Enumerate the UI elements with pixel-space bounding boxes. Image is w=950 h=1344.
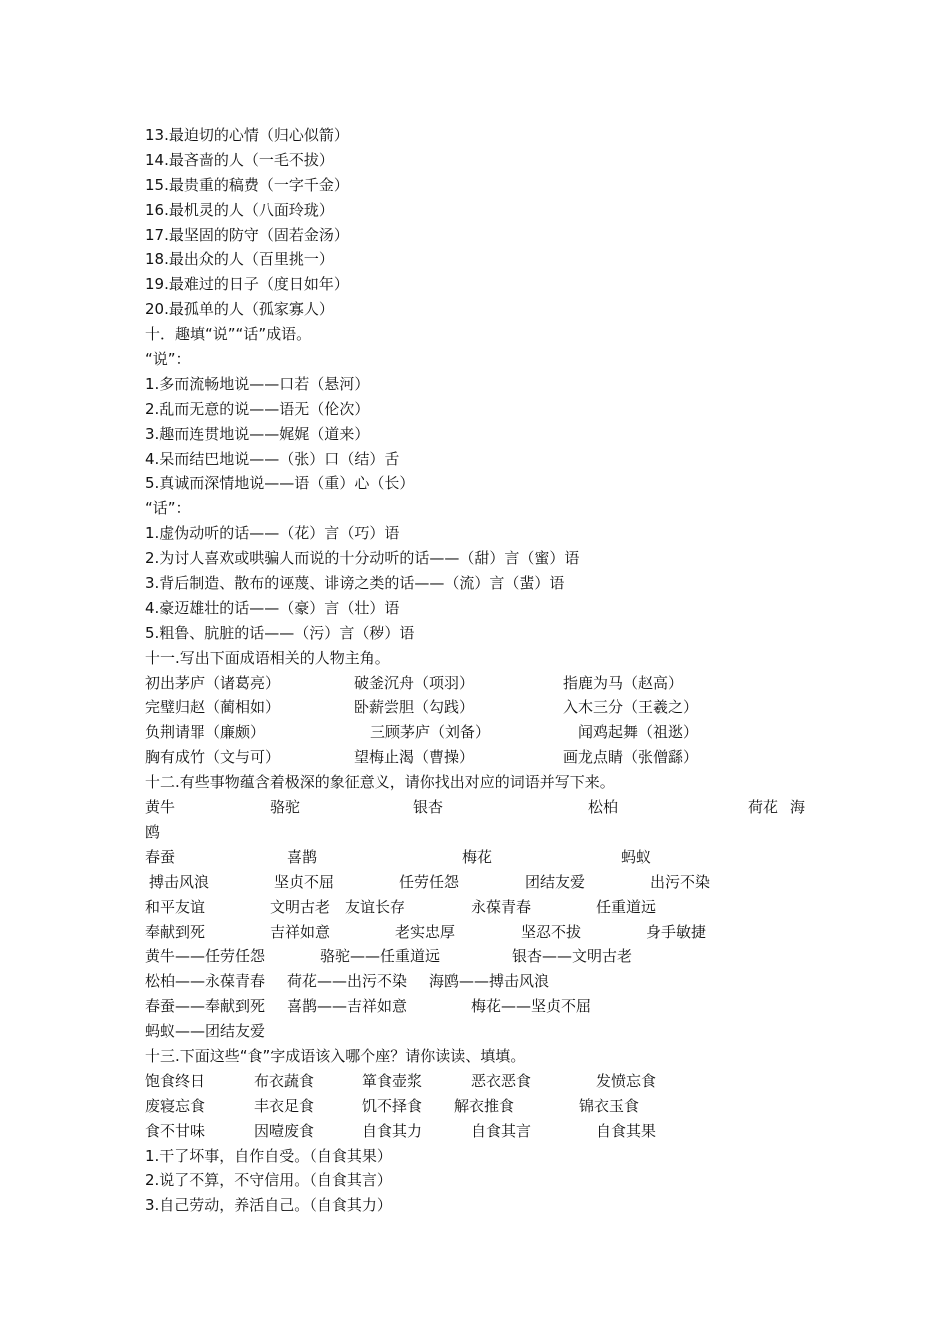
virtue-word: 奉献到死 <box>145 922 206 941</box>
section-heading: 十三.下面这些“食”字成语该入哪个座？请你读读、填填。 <box>145 1046 526 1065</box>
food-idioms-row <box>145 1069 815 1094</box>
section-heading: 十二.有些事物蕴含着极深的象征意义，请你找出对应的词语并写下来。 <box>145 773 615 792</box>
subheading-shuo: “说”： <box>145 350 191 369</box>
text-line: 16.最机灵的人（八面玲珑） <box>145 200 334 219</box>
food-idioms-row <box>145 1119 815 1144</box>
virtue-word: 永葆青春 <box>471 897 532 916</box>
idiom-hero: 画龙点睛（张僧繇） <box>563 748 699 767</box>
text-line: 20.最孤单的人（孤家寡人） <box>145 300 334 319</box>
text-line: 2.为讨人喜欢或哄骗人而说的十分动听的话——（甜）言（蜜）语 <box>145 549 580 568</box>
idiom-hero: 三顾茅庐（刘备） <box>370 723 491 742</box>
answer-pair: 梅花——坚贞不屈 <box>471 997 592 1016</box>
virtues-row <box>145 920 815 945</box>
text-line: 2.乱而无意的说——语无（伦次） <box>145 399 370 418</box>
symbol-word: 荷花 <box>748 798 779 817</box>
text-line: 17.最坚固的防守（固若金汤） <box>145 225 349 244</box>
answer-pair: 荷花——出污不染 <box>287 972 408 991</box>
answer-pair: 松柏——永葆青春 <box>145 972 266 991</box>
symbol-word: 海 <box>790 798 806 817</box>
food-idiom: 发愤忘食 <box>596 1071 657 1090</box>
virtues-row <box>145 895 815 920</box>
section-heading: 十．趣填“说”“话”成语。 <box>145 325 312 344</box>
food-idiom: 锦衣玉食 <box>579 1096 640 1115</box>
food-idiom: 饥不择食 <box>362 1096 423 1115</box>
virtue-word: 团结友爱 <box>525 872 586 891</box>
answer-pair: 喜鹊——吉祥如意 <box>287 997 408 1016</box>
answer-pair: 银杏——文明古老 <box>512 947 633 966</box>
text-line: 14.最吝啬的人（一毛不拔） <box>145 150 334 169</box>
symbol-word: 喜鹊 <box>287 847 318 866</box>
symbols-row <box>145 795 815 820</box>
virtue-word: 文明古老 <box>270 897 331 916</box>
text-line: 13.最迫切的心情（归心似箭） <box>145 126 349 144</box>
symbol-word: 蚂蚁 <box>621 847 652 866</box>
text-line: 19.最难过的日子（度日如年） <box>145 275 349 294</box>
answer-pair: 骆驼——任重道远 <box>320 947 441 966</box>
text-line: 1.干了坏事，自作自受。（自食其果） <box>145 1146 392 1165</box>
food-idiom: 自食其言 <box>471 1121 532 1140</box>
symbol-word: 银杏 <box>413 798 444 817</box>
food-idiom: 饱食终日 <box>145 1071 206 1090</box>
food-idiom: 丰衣足食 <box>254 1096 315 1115</box>
virtue-word: 任劳任怨 <box>399 872 460 891</box>
symbols-row <box>145 845 815 870</box>
text-line: 2.说了不算，不守信用。（自食其言） <box>145 1171 392 1190</box>
food-idiom: 自食其力 <box>362 1121 423 1140</box>
food-idiom: 箪食壶浆 <box>362 1071 423 1090</box>
section-heading: 十一.写出下面成语相关的人物主角。 <box>145 648 390 667</box>
idiom-hero: 完璧归赵（蔺相如） <box>145 698 281 717</box>
answer-pair: 海鸥——搏击风浪 <box>429 972 550 991</box>
answer-pair: 蚂蚁——团结友爱 <box>145 1022 266 1041</box>
text-line: 4.豪迈雄壮的话——（豪）言（壮）语 <box>145 598 400 617</box>
heroes-row <box>145 695 815 720</box>
document-body <box>145 123 815 1218</box>
answers-row <box>145 944 815 969</box>
symbol-word: 黄牛 <box>145 798 176 817</box>
virtue-word: 老实忠厚 <box>395 922 456 941</box>
virtue-word: 身手敏捷 <box>646 922 707 941</box>
idiom-hero: 入木三分（王羲之） <box>563 698 699 717</box>
idiom-hero: 胸有成竹（文与可） <box>145 748 281 767</box>
virtue-word: 任重道远 <box>596 897 657 916</box>
symbol-word: 春蚕 <box>145 847 176 866</box>
symbol-word: 松柏 <box>588 798 619 817</box>
answer-pair: 黄牛——任劳任怨 <box>145 947 266 966</box>
text-line: 4.呆而结巴地说——（张）口（结）舌 <box>145 449 400 468</box>
idiom-hero: 负荆请罪（廉颇） <box>145 723 266 742</box>
answer-pair: 春蚕——奉献到死 <box>145 997 266 1016</box>
food-idioms-row <box>145 1094 815 1119</box>
answers-row <box>145 969 815 994</box>
food-idiom: 解衣推食 <box>454 1096 515 1115</box>
text-line: 1.虚伪动听的话——（花）言（巧）语 <box>145 524 400 543</box>
text-line: 18.最出众的人（百里挑一） <box>145 250 334 269</box>
virtue-word: 坚贞不屈 <box>274 872 335 891</box>
subheading-hua: “话”： <box>145 499 191 518</box>
virtue-word: 和平友谊 <box>145 897 206 916</box>
text-line: 15.最贵重的稿费（一字千金） <box>145 175 349 194</box>
virtue-word: 吉祥如意 <box>270 922 331 941</box>
answers-row <box>145 994 815 1019</box>
heroes-row <box>145 671 815 696</box>
food-idiom: 布衣蔬食 <box>254 1071 315 1090</box>
food-idiom: 因噎废食 <box>254 1121 315 1140</box>
idiom-hero: 破釜沉舟（项羽） <box>354 673 475 692</box>
food-idiom: 废寝忘食 <box>145 1096 206 1115</box>
answers-row <box>145 1019 815 1044</box>
virtues-row <box>145 870 815 895</box>
food-idiom: 自食其果 <box>596 1121 657 1140</box>
text-line: 5.粗鲁、肮脏的话——（污）言（秽）语 <box>145 623 415 642</box>
idiom-hero: 闻鸡起舞（祖逖） <box>578 723 699 742</box>
text-line: 3.背后制造、散布的诬蔑、诽谤之类的话——（流）言（蜚）语 <box>145 574 565 593</box>
text-line: 1.多而流畅地说——口若（悬河） <box>145 374 370 393</box>
virtue-word: 坚忍不拔 <box>521 922 582 941</box>
heroes-row <box>145 720 815 745</box>
heroes-row <box>145 745 815 770</box>
idiom-hero: 初出茅庐（诸葛亮） <box>145 673 281 692</box>
text-line: 5.真诚而深情地说——语（重）心（长） <box>145 474 415 493</box>
virtue-word: 友谊长存 <box>345 897 406 916</box>
text-line: 3.趣而连贯地说——娓娓（道来） <box>145 424 370 443</box>
virtue-word: 搏击风浪 <box>149 872 210 891</box>
virtue-word: 出污不染 <box>650 872 711 891</box>
symbol-word-wrap: 鸥 <box>145 822 161 841</box>
food-idiom: 恶衣恶食 <box>471 1071 532 1090</box>
symbol-word: 骆驼 <box>270 798 301 817</box>
idiom-hero: 望梅止渴（曹操） <box>354 748 475 767</box>
idiom-hero: 卧薪尝胆（勾践） <box>354 698 475 717</box>
text-line: 3.自己劳动，养活自己。（自食其力） <box>145 1196 392 1215</box>
idiom-hero: 指鹿为马（赵高） <box>563 673 684 692</box>
food-idiom: 食不甘味 <box>145 1121 206 1140</box>
symbol-word: 梅花 <box>462 847 493 866</box>
